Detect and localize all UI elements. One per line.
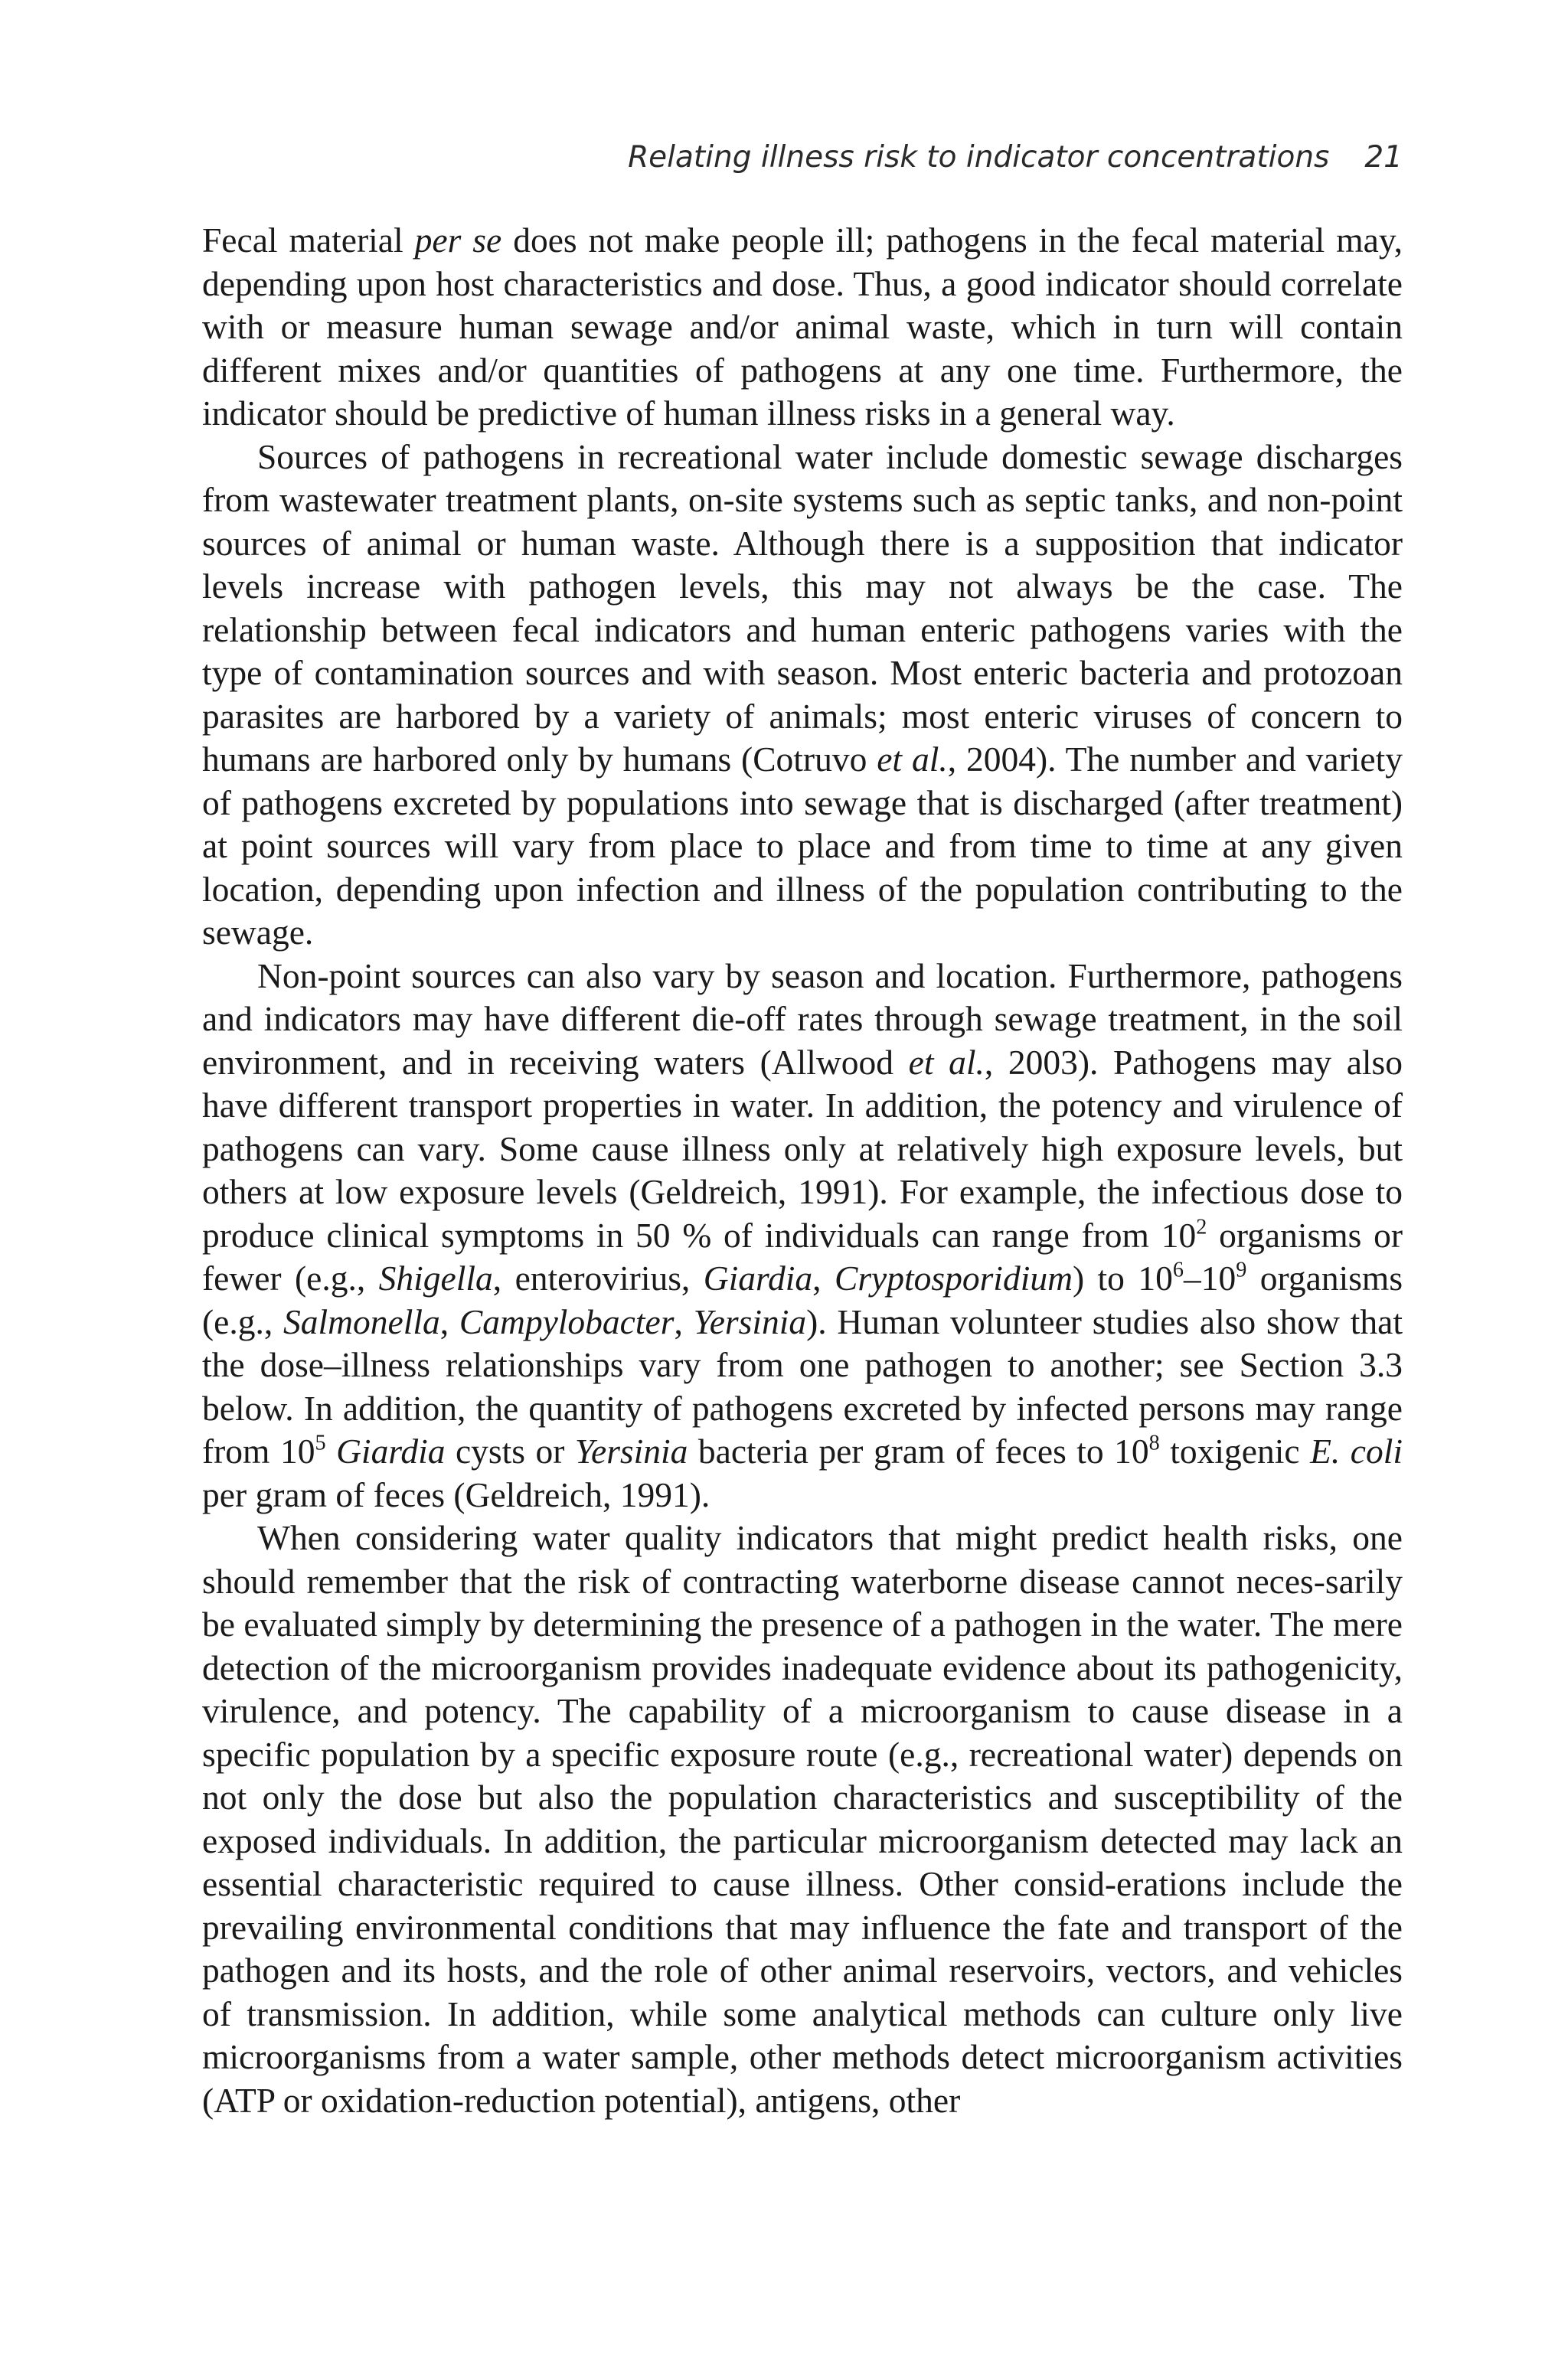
text-run: toxigenic [1159,1432,1311,1471]
text-run: Non-point sources can also vary by season and location. Furthermore, pathogens and indicators may have different die-off rates through sewage treatment, in the soil environment, and in receiving waters (Allwood [202,955,1403,1082]
paragraph-3 [202,955,1403,1517]
paragraph-2 [202,436,1403,955]
text-run: organisms or fewer (e.g., [202,1215,1403,1298]
text-run-italic: Giardia [336,1432,446,1471]
text-run: per gram of feces (Geldreich, 1991). [202,1474,710,1514]
running-title: Relating illness risk to indicator concentrations [628,140,1330,175]
superscript: 9 [1236,1258,1247,1282]
superscript: 8 [1148,1431,1160,1455]
text-run: , [674,1301,694,1341]
text-run: , enterovirius, [492,1259,704,1298]
text-run: , [439,1301,459,1341]
text-run-italic: E. coli [1310,1432,1403,1471]
text-run: , [812,1259,835,1298]
running-head [202,136,1403,179]
text-run-italic: et al. [877,740,948,779]
text-run: ). Human volunteer studies also show that the dose–illness relationships vary from one pathogen to another; see Section 3.3 below. In addition, the quantity of pathogens excreted by infected persons may range from 10 [202,1301,1403,1471]
superscript: 6 [1172,1258,1184,1282]
text-run: bacteria per gram of feces to 10 [688,1432,1149,1471]
body-text [202,219,1403,2122]
superscript: 5 [315,1431,326,1455]
text-run-italic: et al. [908,1042,985,1082]
superscript: 2 [1196,1215,1207,1239]
text-run [326,1432,337,1471]
text-run: ) to 10 [1072,1259,1173,1298]
page-number: 21 [1364,140,1403,175]
text-run: cysts or [445,1432,575,1471]
text-run-italic: Shigella [378,1259,493,1298]
text-run-italic: Cryptosporidium [835,1259,1073,1298]
text-run-italic: Campylobacter [459,1301,675,1341]
text-run-italic: Yersinia [574,1432,688,1471]
text-run-italic: Salmonella [283,1301,440,1341]
text-run: , 2004). The number and variety of pathogens excreted by populations into sewage that is discharged (after treatment) at point sources will vary from place to place and from time to time at any given location, depending upon infection and illness of the population contributing to the sewage. [202,740,1403,952]
text-run: Fecal material [202,220,415,260]
text-run-italic: Yersinia [693,1301,807,1341]
text-run: organisms (e.g., [202,1259,1403,1341]
text-run: –10 [1184,1259,1236,1298]
paragraph-4 [202,1517,1403,2122]
text-run: does not make people ill; pathogens in the fecal material may, depending upon host characteristics and dose. Thus, a good indicator should correlate with or measure human sewage and/or animal waste, which in turn will contain different mixes and/or quantities of pathogens at any one time. Furthermore, the indicator should be predictive of human illness risks in a general way. [202,220,1403,433]
text-run: When considering water quality indicators that might predict health risks, one should remember that the risk of contracting waterborne disease cannot neces-sarily be evaluated simply by determining the presence of a pathogen in the water. The mere detection of the microorganism provides inadequate evidence about its pathogenicity, virulence, and potency. The capability of a microorganism to cause disease in a specific population by a specific exposure route (e.g., recreational water) depends on not only the dose but also the population characteristics and susceptibility of the exposed individuals. In addition, the particular microorganism detected may lack an essential characteristic required to cause illness. Other consid-erations include the prevailing environmental conditions that may influence the fate and transport of the pathogen and its hosts, and the role of other animal reservoirs, vectors, and vehicles of transmission. In addition, while some analytical methods can culture only live microorganisms from a water sample, other methods detect microorganism activities (ATP or oxidation-reduction potential), antigens, other [202,1518,1403,2120]
text-run-italic: per se [414,220,502,260]
text-run: Sources of pathogens in recreational water include domestic sewage discharges from wastewater treatment plants, on-site systems such as septic tanks, and non-point sources of animal or human waste. Although there is a supposition that indicator levels increase with pathogen levels, this may not always be the case. The relationship between fecal indicators and human enteric pathogens varies with the type of contamination sources and with season. Most enteric bacteria and protozoan parasites are harbored by a variety of animals; most enteric viruses of concern to humans are harbored only by humans (Cotruvo [202,436,1403,779]
paragraph-1 [202,219,1403,436]
text-run-italic: Giardia [703,1259,813,1298]
text-run: , 2003). Pathogens may also have different transport properties in water. In addition, the potency and virulence of pathogens can vary. Some cause illness only at relatively high exposure levels, but others at low exposure levels (Geldreich, 1991). For example, the infectious dose to produce clinical symptoms in 50 % of individuals can range from 10 [202,1042,1403,1255]
